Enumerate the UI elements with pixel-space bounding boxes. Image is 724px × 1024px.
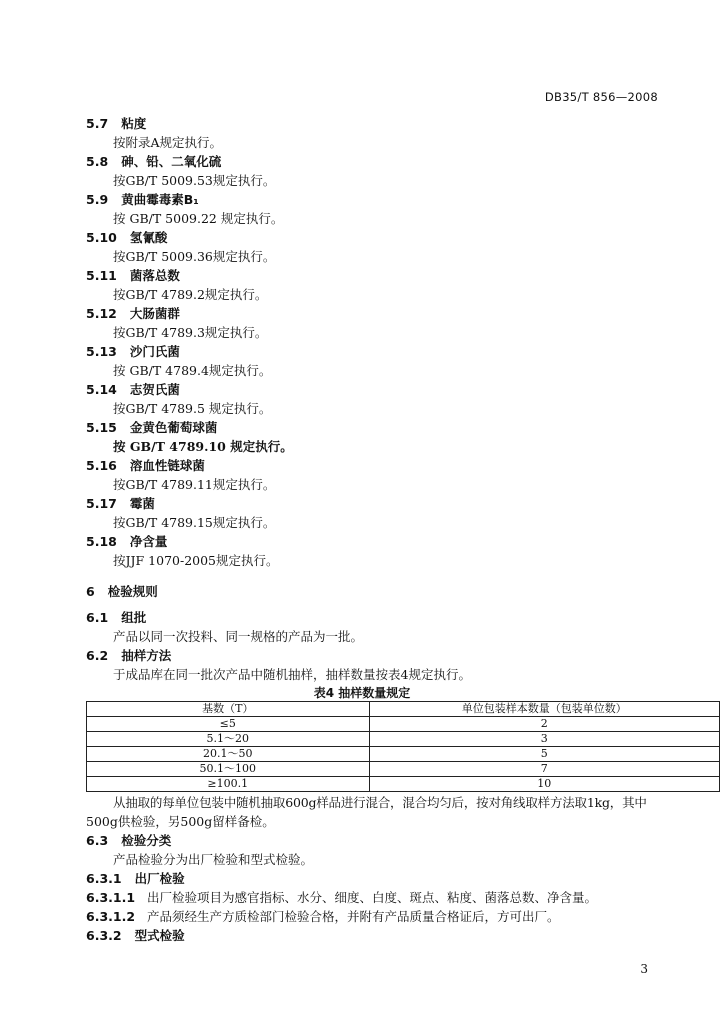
table-cell: 7 — [369, 762, 719, 777]
section-number: 6.3 — [86, 833, 109, 848]
section-5-17-body: 按GB/T 4789.15规定执行。 — [113, 515, 276, 530]
section-5-18-body: 按JJF 1070-2005规定执行。 — [113, 553, 279, 568]
table-header-cell: 单位包装样本数量（包装单位数） — [369, 702, 719, 717]
section-5-16-heading — [86, 458, 205, 474]
section-title: 砷、铅、二氧化硫 — [121, 154, 222, 169]
section-5-10-heading — [86, 230, 167, 246]
section-number: 6.3.1 — [86, 871, 122, 886]
table-header-cell: 基数（T） — [87, 702, 370, 717]
clause-text: 产品须经生产方质检部门检验合格，并附有产品质量合格证后，方可出厂。 — [146, 909, 560, 924]
section-title: 组批 — [121, 610, 147, 625]
table-cell: ≥100.1 — [87, 777, 370, 792]
section-number: 6.2 — [86, 648, 109, 663]
table-row — [87, 717, 720, 732]
section-title: 净含量 — [129, 534, 168, 549]
section-5-12-body: 按GB/T 4789.3规定执行。 — [113, 325, 268, 340]
section-title: 菌落总数 — [129, 268, 180, 283]
section-5-14-body: 按GB/T 4789.5 规定执行。 — [113, 401, 272, 416]
table-row — [87, 777, 720, 792]
section-6-2-body: 于成品库在同一批次产品中随机抽样，抽样数量按表4规定执行。 — [113, 667, 471, 682]
table-row — [87, 762, 720, 777]
table-row — [87, 732, 720, 747]
section-number: 5.11 — [86, 268, 117, 283]
clause-number: 6.3.1.1 — [86, 890, 136, 905]
section-5-13-body: 按 GB/T 4789.4规定执行。 — [113, 363, 272, 378]
section-title: 出厂检验 — [134, 871, 185, 886]
section-number: 5.10 — [86, 230, 117, 245]
section-title: 抽样方法 — [121, 648, 172, 663]
section-number: 5.17 — [86, 496, 117, 511]
section-title: 黄曲霉毒素B₁ — [121, 192, 199, 207]
section-5-8-body: 按GB/T 5009.53规定执行。 — [113, 173, 276, 188]
clause-text: 出厂检验项目为感官指标、水分、细度、白度、斑点、粘度、菌落总数、净含量。 — [146, 890, 597, 905]
section-5-11-body: 按GB/T 4789.2规定执行。 — [113, 287, 268, 302]
table-header-row — [87, 702, 720, 717]
section-number: 5.16 — [86, 458, 117, 473]
table-caption: 表4 抽样数量规定 — [313, 686, 411, 700]
section-5-12-heading — [86, 306, 180, 322]
section-number: 5.14 — [86, 382, 117, 397]
section-number: 5.15 — [86, 420, 117, 435]
section-number: 5.18 — [86, 534, 117, 549]
table-cell: 2 — [369, 717, 719, 732]
section-title: 氢氰酸 — [129, 230, 168, 245]
section-6-2-heading — [86, 648, 171, 664]
section-title: 溶血性链球菌 — [129, 458, 205, 473]
section-5-16-body: 按GB/T 4789.11规定执行。 — [113, 477, 276, 492]
section-5-17-heading — [86, 496, 155, 512]
table-cell: ≤5 — [87, 717, 370, 732]
section-title: 大肠菌群 — [129, 306, 180, 321]
clause-number: 6.3.1.2 — [86, 909, 136, 924]
section-title: 志贺氏菌 — [129, 382, 180, 397]
table-cell: 3 — [369, 732, 719, 747]
chapter-6-heading — [86, 584, 158, 600]
section-5-9-heading — [86, 192, 199, 208]
document-code-header: DB35/T 856—2008 — [544, 90, 658, 104]
page-number: 3 — [640, 962, 648, 976]
section-5-15-body: 按 GB/T 4789.10 规定执行。 — [113, 439, 293, 454]
section-number: 6.3.2 — [86, 928, 122, 943]
table-cell: 5 — [369, 747, 719, 762]
section-6-3-heading — [86, 833, 171, 849]
section-number: 5.9 — [86, 192, 109, 207]
section-5-10-body: 按GB/T 5009.36规定执行。 — [113, 249, 276, 264]
table-row — [87, 747, 720, 762]
section-title: 霉菌 — [129, 496, 155, 511]
section-5-7-body: 按附录A规定执行。 — [113, 135, 223, 150]
section-number: 5.12 — [86, 306, 117, 321]
section-6-3-1-heading — [86, 871, 185, 887]
section-number: 6.1 — [86, 610, 109, 625]
section-title: 粘度 — [121, 116, 147, 131]
chapter-number: 6 — [86, 584, 95, 599]
section-5-18-heading — [86, 534, 167, 550]
section-6-1-heading — [86, 610, 146, 626]
section-title: 金黄色葡萄球菌 — [129, 420, 218, 435]
after-table-line-1: 从抽取的每单位包装中随机抽取600g样品进行混合，混合均匀后，按对角线取样方法取1kg，其中 — [113, 795, 647, 810]
section-6-3-2-heading — [86, 928, 185, 944]
table-cell: 5.1～20 — [87, 732, 370, 747]
section-5-13-heading — [86, 344, 180, 360]
table-cell: 50.1～100 — [87, 762, 370, 777]
after-table-line-2: 500g供检验，另500g留样备检。 — [86, 814, 275, 829]
section-6-3-body: 产品检验分为出厂检验和型式检验。 — [113, 852, 314, 867]
section-number: 5.13 — [86, 344, 117, 359]
section-title: 检验分类 — [121, 833, 172, 848]
clause-6-3-1-2 — [86, 909, 559, 925]
section-5-9-body: 按 GB/T 5009.22 规定执行。 — [113, 211, 284, 226]
section-number: 5.7 — [86, 116, 109, 131]
section-title: 型式检验 — [134, 928, 185, 943]
sampling-table — [86, 701, 720, 792]
section-5-8-heading — [86, 154, 221, 170]
section-5-7-heading — [86, 116, 146, 132]
section-title: 沙门氏菌 — [129, 344, 180, 359]
section-number: 5.8 — [86, 154, 109, 169]
chapter-title: 检验规则 — [107, 584, 158, 599]
table-cell: 10 — [369, 777, 719, 792]
section-5-15-heading — [86, 420, 217, 436]
section-5-11-heading — [86, 268, 180, 284]
section-5-14-heading — [86, 382, 180, 398]
clause-6-3-1-1 — [86, 890, 597, 906]
table-cell: 20.1～50 — [87, 747, 370, 762]
section-6-1-body: 产品以同一次投料、同一规格的产品为一批。 — [113, 629, 364, 644]
